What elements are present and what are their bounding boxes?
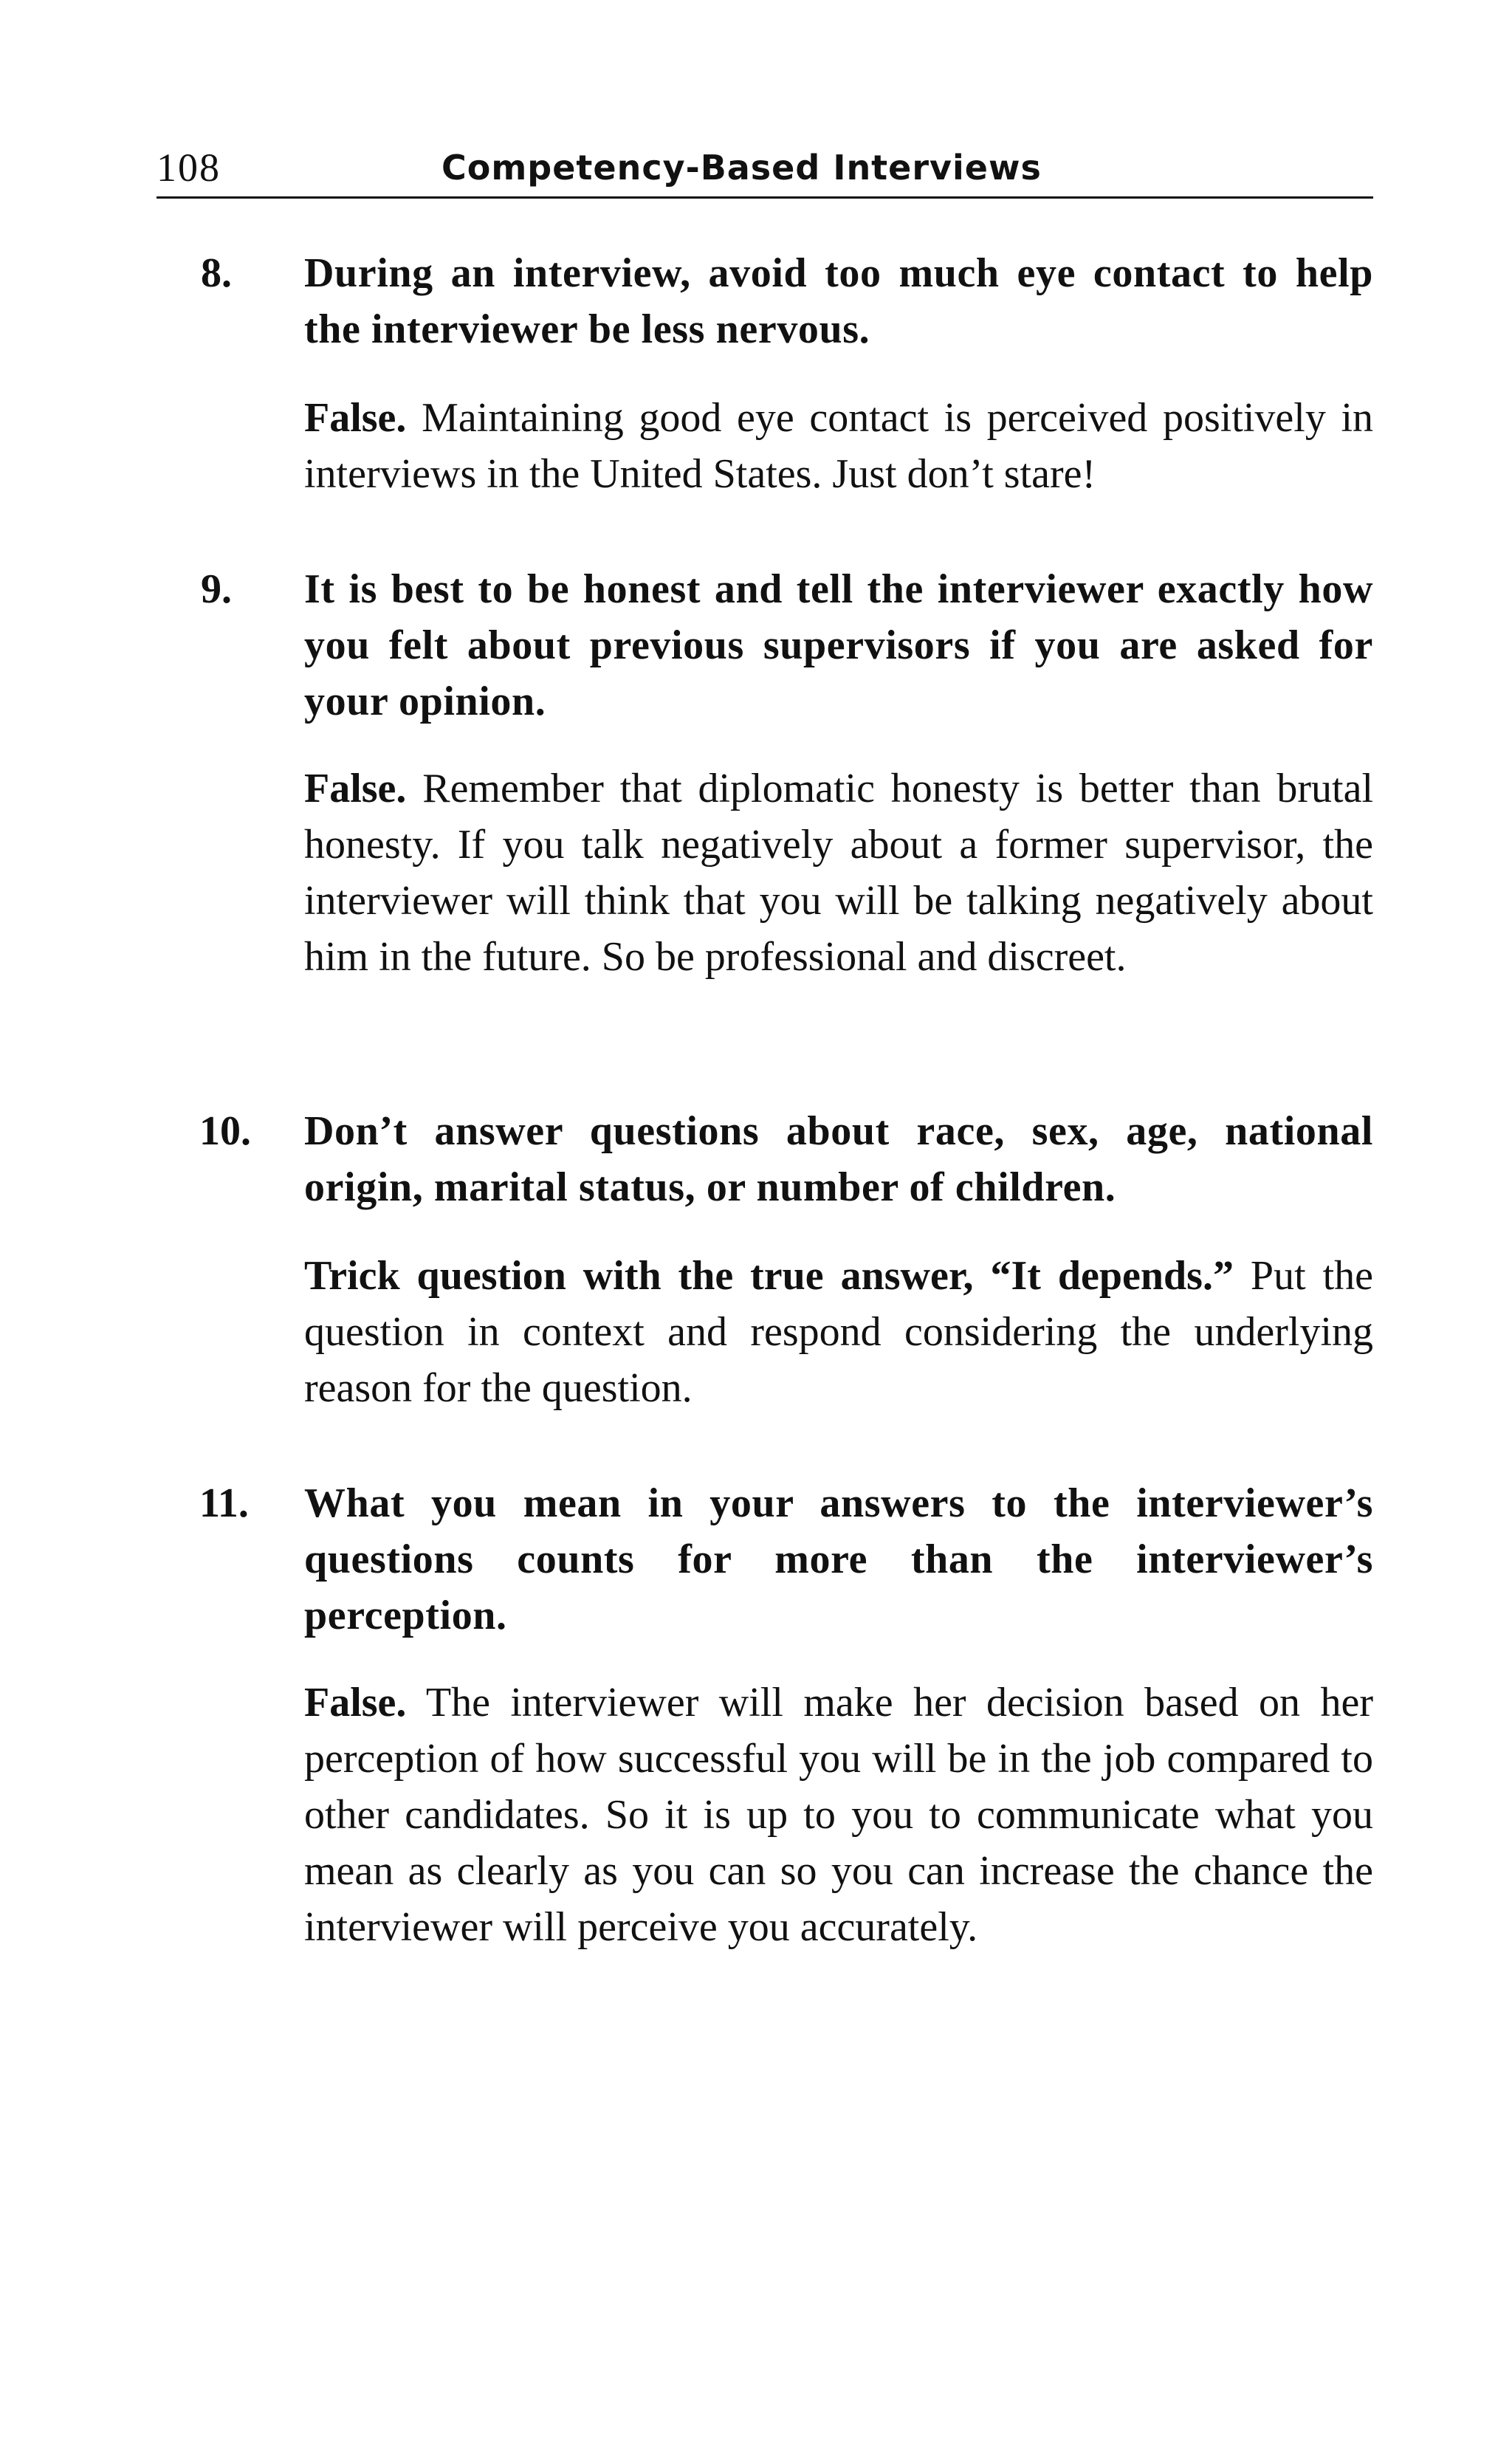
answer-text: The interviewer will make her decision based on her perception of how successful you will be in the job compared to other candidates. So it is up to you to communicate what you mean as clearly as you can so you can increase the chance the interviewer will perceive you accurately. bbox=[304, 1680, 1373, 1950]
answer-verdict: False. bbox=[304, 766, 407, 811]
answer-paragraph bbox=[304, 1248, 1373, 1416]
question-text: Don’t answer questions about race, sex, age, national origin, marital status, or number of children. bbox=[304, 1108, 1373, 1210]
answer-text: Maintaining good eye contact is perceived positively in interviews in the United States. Just don’t stare! bbox=[304, 395, 1374, 497]
answer-verdict: Trick question with the true answer, “It depends.” bbox=[304, 1253, 1234, 1299]
item-number: 8. bbox=[201, 250, 232, 296]
item-number: 10. bbox=[199, 1108, 251, 1154]
question-text: It is best to be honest and tell the interviewer exactly how you felt about previous supervisors if you are asked for your opinion. bbox=[304, 566, 1373, 724]
answer-paragraph bbox=[304, 760, 1373, 985]
page-header bbox=[157, 145, 1373, 199]
answer-paragraph bbox=[304, 1675, 1373, 1955]
answer-paragraph bbox=[304, 390, 1373, 502]
question-text: During an interview, avoid too much eye contact to help the interviewer be less nervous. bbox=[304, 250, 1373, 352]
answer-text: Put the question in context and respond considering the underlying reason for the question. bbox=[304, 1253, 1373, 1411]
item-number: 11. bbox=[199, 1480, 249, 1526]
answer-verdict: False. bbox=[304, 1680, 407, 1726]
page-number: 108 bbox=[157, 145, 221, 190]
answer-text: Remember that diplomatic honesty is better than brutal honesty. If you talk negatively about a former supervisor, the interviewer will think that you will be talking negatively about him in the future. So be professional and discreet. bbox=[304, 766, 1373, 980]
item-number: 9. bbox=[201, 566, 232, 612]
running-title: Competency-Based Interviews bbox=[441, 148, 1042, 188]
answer-verdict: False. bbox=[304, 395, 407, 441]
question-text: What you mean in your answers to the interviewer’s questions counts for more than the interviewer’s perception. bbox=[304, 1480, 1373, 1638]
